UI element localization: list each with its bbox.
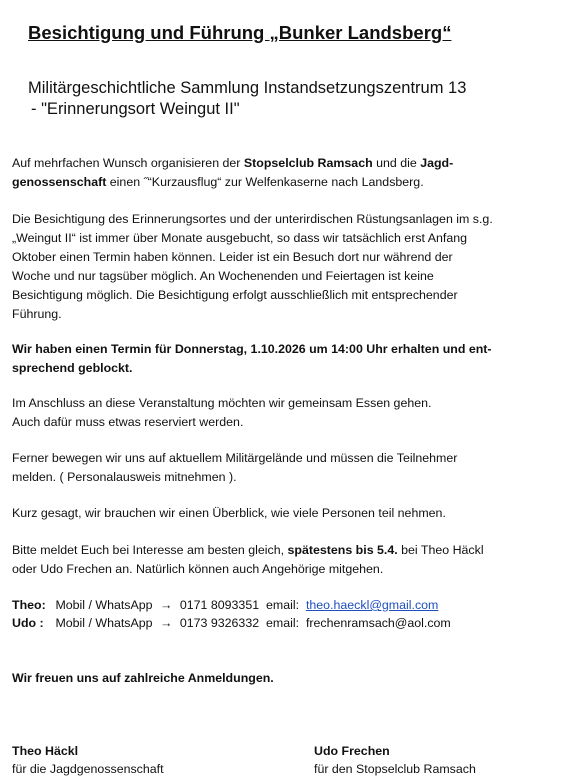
signature-udo [314,742,476,778]
document-title: Besichtigung und Führung „Bunker Landsberg“ [28,22,452,43]
right-arrow-icon: → [160,598,173,612]
registration-paragraph [12,541,560,579]
contact-email: frechenramsach@aol.com [305,616,451,630]
contact-mobile-label: Mobil / WhatsApp [55,598,153,612]
intro-text-a: Auf mehrfachen Wunsch organisieren der [12,156,244,170]
description-line: Oktober einen Termin haben können. Leider ist ein Besuch dort nur während der [12,250,453,264]
subtitle-line-1: Militärgeschichtliche Sammlung Instandsetzungszentrum 13 [28,79,467,97]
registration-text-b: bei Theo Häckl [397,543,484,557]
overview-paragraph: Kurz gesagt, wir brauchen wir einen Überblick, wie viele Personen teil nehmen. [12,506,446,520]
contact-phone: 0173 9326332 [179,616,260,630]
description-paragraph [12,210,560,324]
registration-line-1 [12,541,560,560]
appointment-paragraph [12,340,560,378]
dinner-line: Auch dafür muss etwas reserviert werden. [12,415,244,429]
signature-theo [12,742,164,778]
signature-name: Udo Frechen [314,744,390,758]
registration-deadline: spätestens bis 5.4. [287,543,398,557]
intro-text-d: ˝“Kurzausflug“ zur Welfenkaserne nach Landsberg. [143,175,424,189]
registration-text-a: Bitte meldet Euch bei Interesse am besten gleich, [12,543,288,557]
signature-role: für den Stopselclub Ramsach [314,762,476,776]
dinner-line: Im Anschluss an diese Veranstaltung möchten wir gemeinsam Essen gehen. [12,396,432,410]
contact-theo [12,596,438,614]
contact-email-label: email: [266,616,300,630]
contact-email-label: email: [266,598,300,612]
description-line: „Weingut II“ ist immer über Monate ausgebucht, so dass wir tatsächlich erst Anfang [12,231,467,245]
description-line: Woche und nur tagsüber möglich. An Wochenenden und Feiertagen ist keine [12,269,434,283]
contact-name: Udo : [12,616,44,630]
military-line: Ferner bewegen wir uns auf aktuellem Militärgelände und müssen die Teilnehmer [12,451,458,465]
intro-jagd-part1: Jagd- [420,156,454,170]
contact-udo [12,614,451,632]
closing-line: Wir freuen uns auf zahlreiche Anmeldungen. [12,671,274,685]
intro-club-name: Stopselclub Ramsach [243,156,373,170]
contact-email-link[interactable]: theo.haeckl@gmail.com [305,598,439,612]
document-subtitle [28,78,466,120]
dinner-paragraph [12,394,560,432]
contact-phone: 0171 8093351 [179,598,260,612]
signature-name: Theo Häckl [12,744,79,758]
appointment-line: sprechend geblockt. [12,361,133,375]
intro-jagd-part2: genossenschaft [12,175,107,189]
description-line: Führung. [12,307,62,321]
appointment-line: Wir haben einen Termin für Donnerstag, 1.10.2026 um 14:00 Uhr erhalten und ent- [12,342,492,356]
description-line: Die Besichtigung des Erinnerungsortes und der unterirdischen Rüstungsanlagen im s.g. [12,212,493,226]
military-line: melden. ( Personalausweis mitnehmen ). [12,470,237,484]
description-line: Besichtigung möglich. Die Besichtigung erfolgt ausschließlich mit entsprechender [12,288,458,302]
subtitle-line-2: - "Erinnerungsort Weingut II" [31,100,240,118]
intro-paragraph [12,154,560,192]
right-arrow-icon: → [160,616,173,630]
contact-mobile-label: Mobil / WhatsApp [55,616,153,630]
signature-role: für die Jagdgenossenschaft [12,762,164,776]
military-paragraph [12,449,560,487]
registration-line-2: oder Udo Frechen an. Natürlich können auch Angehörige mitgehen. [12,562,384,576]
intro-text-c: einen [106,175,144,189]
contact-name: Theo: [12,598,46,612]
intro-text-b: und die [372,156,421,170]
